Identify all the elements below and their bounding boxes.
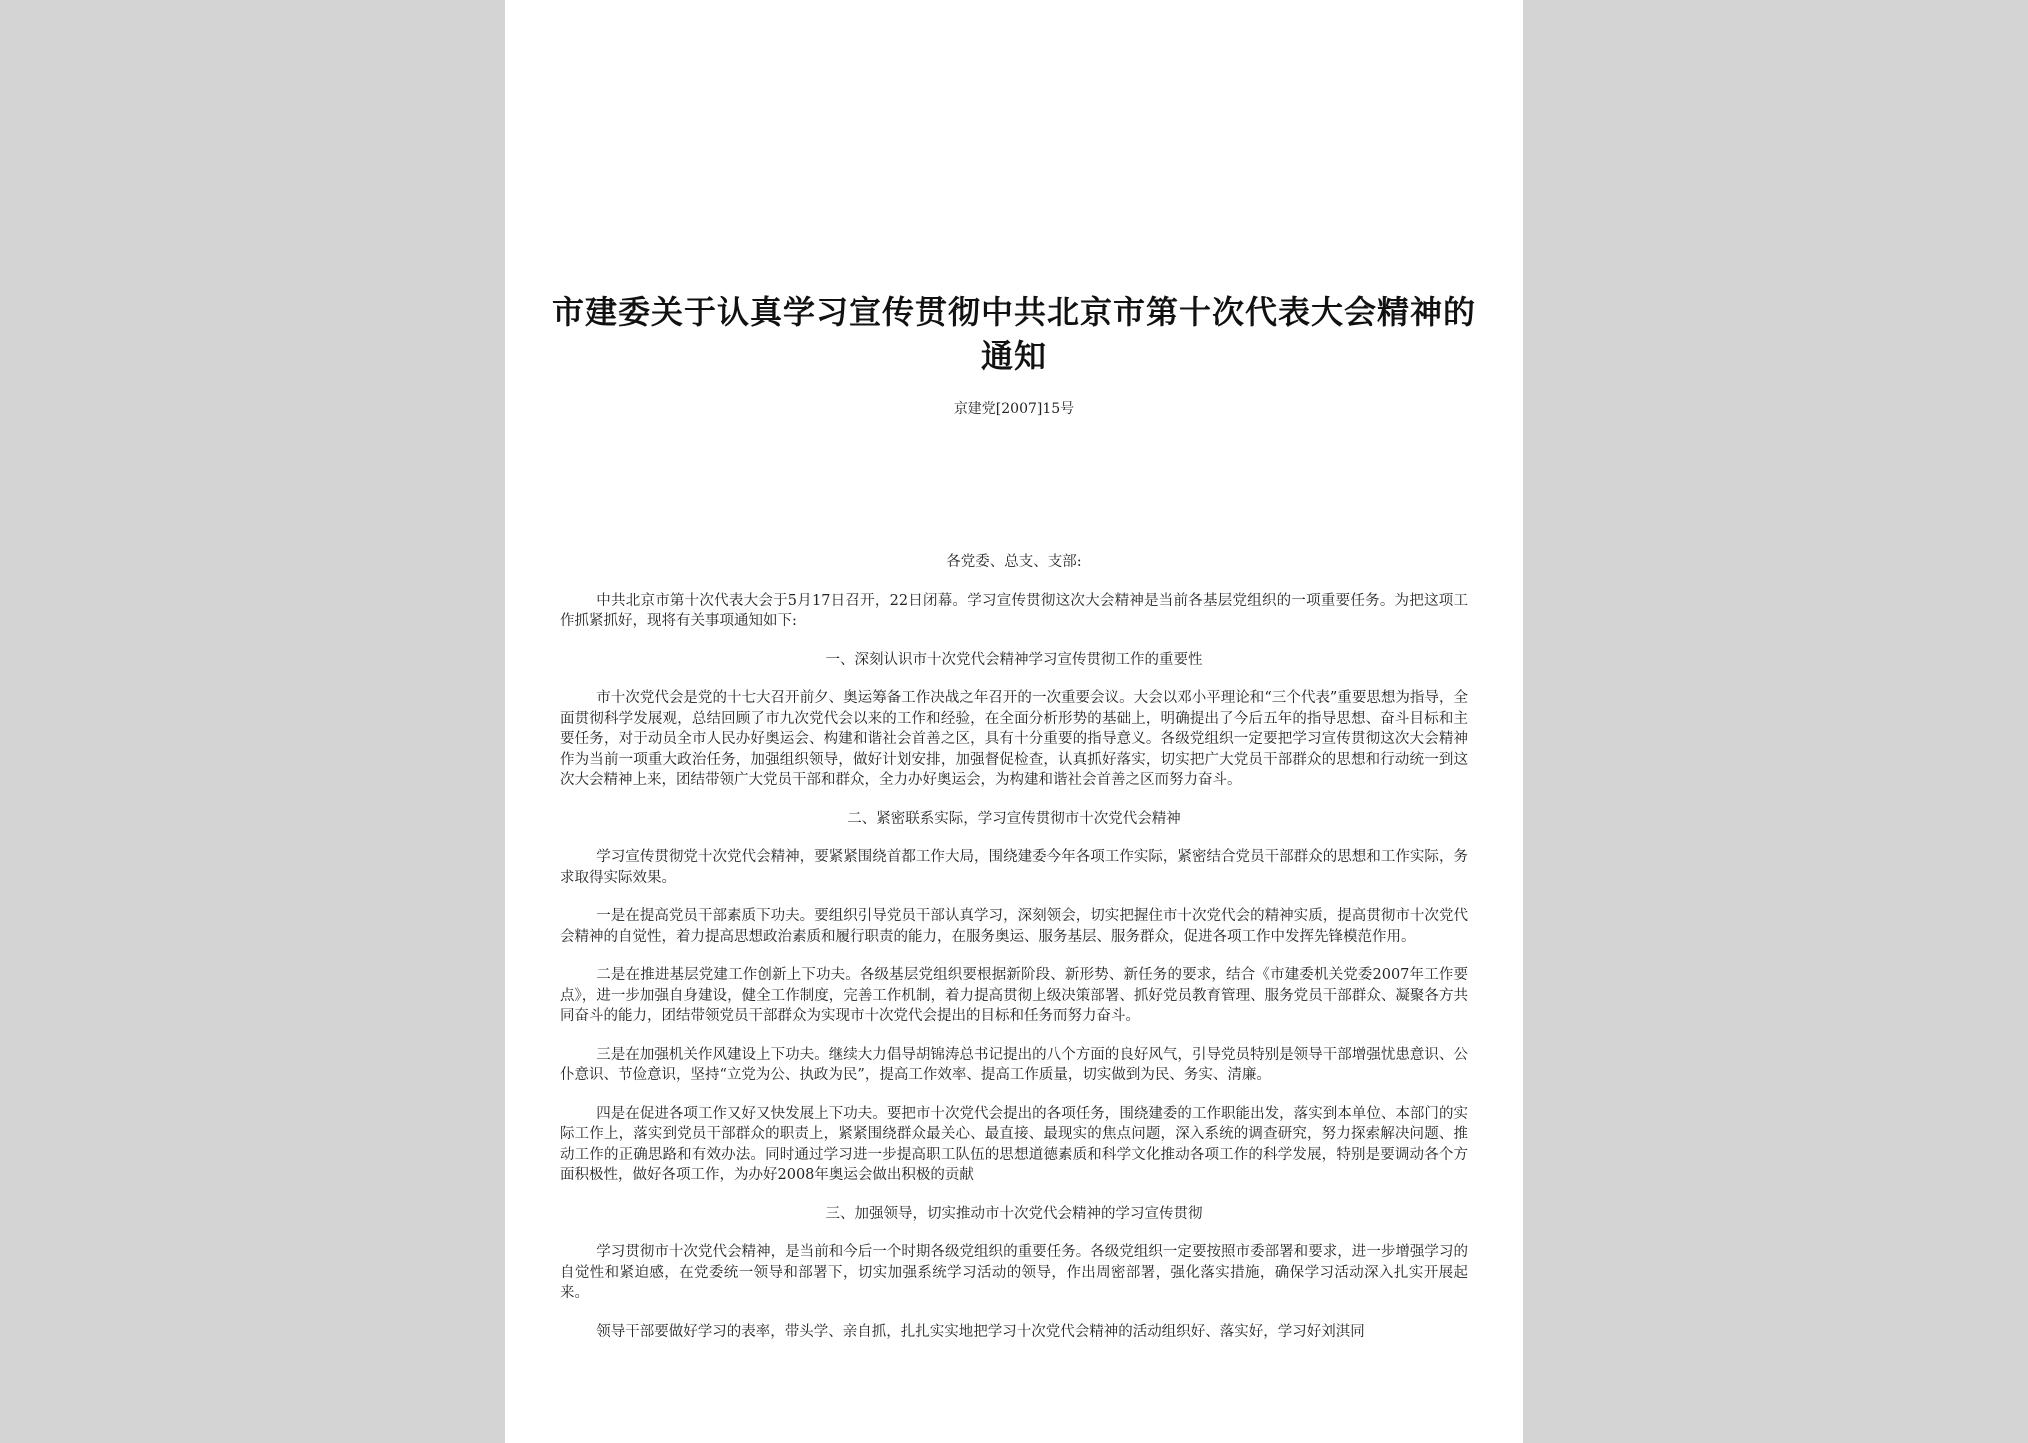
section-heading-1: 一、深刻认识市十次党代会精神学习宣传贯彻工作的重要性 xyxy=(825,651,1203,668)
intro-paragraph: 中共北京市第十次代表大会于5月17日召开，22日闭幕。学习宣传贯彻这次大会精神是当前各基层党组织的一项重要任务。为把这项工作抓紧抓好，现将有关事项通知如下: xyxy=(560,592,1468,629)
section-3-paragraph-2: 领导干部要做好学习的表率，带头学、亲自抓，扎扎实实地把学习十次党代会精神的活动组织好、落实好，学习好刘淇同 xyxy=(596,1323,1365,1340)
section-1-paragraph: 市十次党代会是党的十七大召开前夕、奥运筹备工作决战之年召开的一次重要会议。大会以邓小平理论和“三个代表”重要思想为指导，全面贯彻科学发展观，总结回顾了市九次党代会以来的工作和经验，在全面分析形势的基础上，明确提出了今后五年的指导思想、奋斗目标和主要任务，对于动员全市人民办好奥运会、构建和谐社会首善之区，具有十分重要的指导意义。各级党组织一定要把学习宣传贯彻这次大会精神作为当前一项重大政治任务，加强组织领导，做好计划安排，加强督促检查，认真抓好落实，切实把广大党员干部群众的思想和行动统一到这次大会精神上来，团结带领广大党员干部和群众，全力办好奥运会，为构建和谐社会首善之区而努力奋斗。 xyxy=(560,690,1468,788)
section-2-paragraph-1: 学习宣传贯彻党十次党代会精神，要紧紧围绕首都工作大局，围绕建委今年各项工作实际，紧密结合党员干部群众的思想和工作实际，务求取得实际效果。 xyxy=(560,849,1468,886)
section-2-paragraph-5: 四是在促进各项工作又好又快发展上下功夫。要把市十次党代会提出的各项任务，围绕建委的工作职能出发，落实到本单位、本部门的实际工作上，落实到党员干部群众的职责上，紧紧围绕群众最关心、最直接、最现实的焦点问题，深入系统的调查研究，努力探索解决问题、推动工作的正确思路和有效办法。同时通过学习进一步提高职工队伍的思想道德素质和科学文化推动各项工作的科学发展，特别是要调动各个方面积极性，做好各项工作，为办好2008年奥运会做出积极的贡献 xyxy=(560,1105,1468,1183)
section-heading-2: 二、紧密联系实际，学习宣传贯彻市十次党代会精神 xyxy=(847,810,1181,827)
document-page xyxy=(505,0,1523,1443)
document-number: 京建党[2007]15号 xyxy=(953,401,1075,417)
section-3-paragraph-1: 学习贯彻市十次党代会精神，是当前和今后一个时期各级党组织的重要任务。各级党组织一定要按照市委部署和要求，进一步增强学习的自觉性和紧迫感，在党委统一领导和部署下，切实加强系统学习活动的领导，作出周密部署，强化落实措施，确保学习活动深入扎实开展起来。 xyxy=(560,1244,1468,1301)
section-2-paragraph-2: 一是在提高党员干部素质下功夫。要组织引导党员干部认真学习，深刻领会，切实把握住市十次党代会的精神实质，提高贯彻市十次党代会精神的自觉性，着力提高思想政治素质和履行职责的能力，在服务奥运、服务基层、服务群众，促进各项工作中发挥先锋模范作用。 xyxy=(560,908,1468,945)
document-title: 市建委关于认真学习宣传贯彻中共北京市第十次代表大会精神的通知 xyxy=(551,293,1476,375)
section-2-paragraph-4: 三是在加强机关作风建设上下功夫。继续大力倡导胡锦涛总书记提出的八个方面的良好风气，引导党员特别是领导干部增强忧患意识、公仆意识、节俭意识，坚持“立党为公、执政为民”，提高工作效率、提高工作质量，切实做到为民、务实、清廉。 xyxy=(560,1046,1468,1083)
salutation: 各党委、总支、支部: xyxy=(946,554,1082,570)
section-heading-3: 三、加强领导，切实推动市十次党代会精神的学习宣传贯彻 xyxy=(825,1205,1203,1222)
document-body xyxy=(560,552,1468,1360)
section-2-paragraph-3: 二是在推进基层党建工作创新上下功夫。各级基层党组织要根据新阶段、新形势、新任务的要求，结合《市建委机关党委2007年工作要点》，进一步加强自身建设，健全工作制度，完善工作机制，着力提高贯彻上级决策部署、抓好党员教育管理、服务党员干部群众、凝聚各方共同奋斗的能力，团结带领党员干部群众为实现市十次党代会提出的目标和任务而努力奋斗。 xyxy=(560,967,1468,1024)
